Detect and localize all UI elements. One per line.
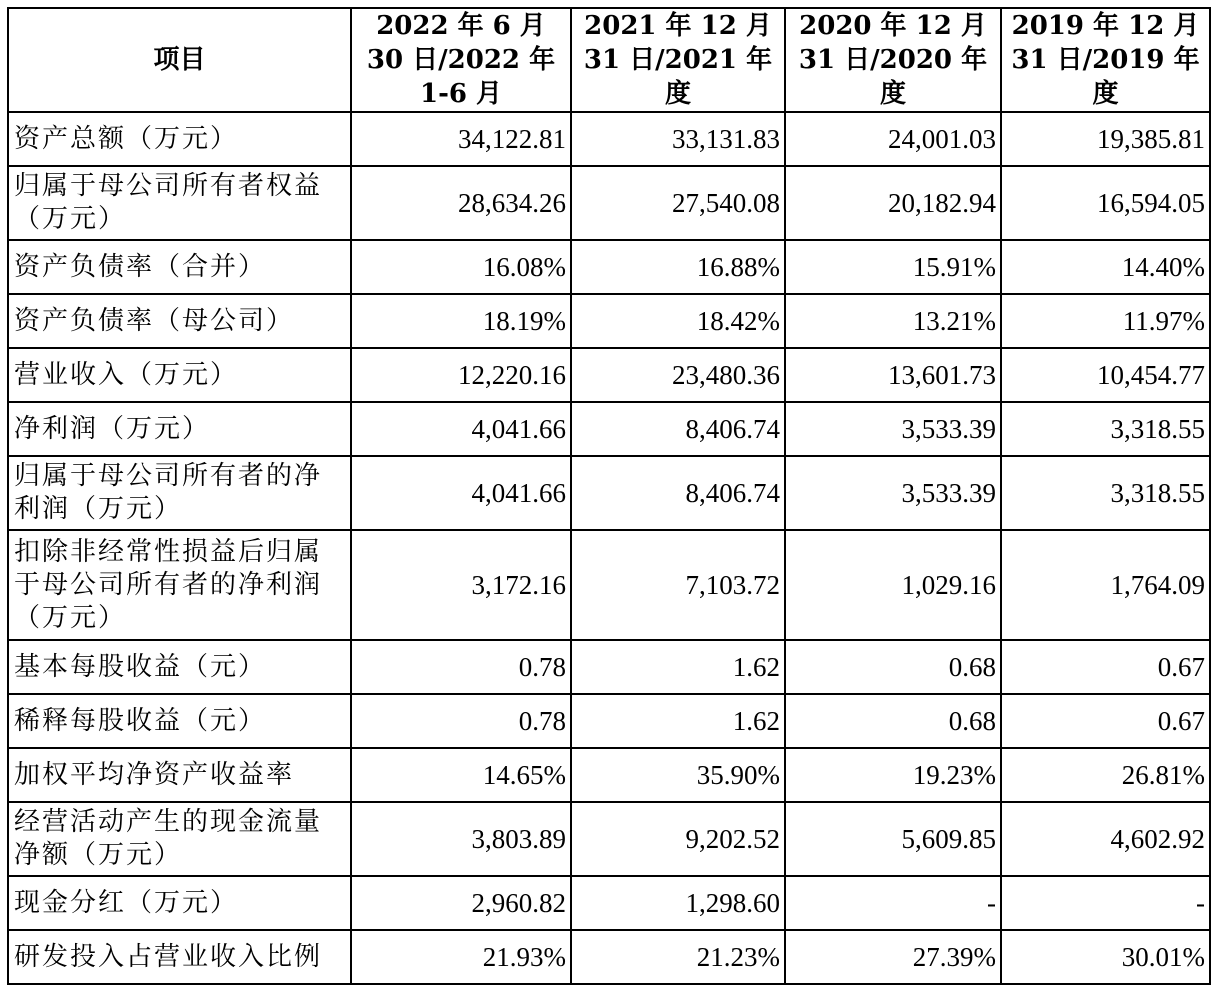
cell-value: 1,029.16 (785, 530, 1001, 640)
cell-value: 3,318.55 (1001, 456, 1210, 530)
cell-value: 27,540.08 (571, 166, 785, 240)
cell-value: 3,533.39 (785, 456, 1001, 530)
cell-value: 16,594.05 (1001, 166, 1210, 240)
cell-value: 16.08% (351, 240, 571, 294)
cell-value: 24,001.03 (785, 112, 1001, 166)
cell-value: 1.62 (571, 694, 785, 748)
cell-value: 0.68 (785, 694, 1001, 748)
header-item: 项目 (8, 8, 351, 112)
row-label: 资产总额（万元） (8, 112, 351, 166)
table-row (8, 294, 1210, 348)
table-row (8, 930, 1210, 984)
cell-value: 4,602.92 (1001, 802, 1210, 876)
row-label: 经营活动产生的现金流量净额（万元） (8, 802, 351, 876)
cell-value: 3,172.16 (351, 530, 571, 640)
table-row (8, 166, 1210, 240)
cell-value: 3,533.39 (785, 402, 1001, 456)
table-row (8, 240, 1210, 294)
cell-value: 19,385.81 (1001, 112, 1210, 166)
header-2020: 2020 年 12 月 31 日/2020 年度 (785, 8, 1001, 112)
cell-value: 30.01% (1001, 930, 1210, 984)
table-row (8, 456, 1210, 530)
table-row (8, 348, 1210, 402)
cell-value: 21.23% (571, 930, 785, 984)
cell-value: 4,041.66 (351, 456, 571, 530)
cell-value: 23,480.36 (571, 348, 785, 402)
row-label: 研发投入占营业收入比例 (8, 930, 351, 984)
table-row (8, 112, 1210, 166)
cell-value: 1,764.09 (1001, 530, 1210, 640)
cell-value: 18.19% (351, 294, 571, 348)
cell-value: 27.39% (785, 930, 1001, 984)
cell-value: 19.23% (785, 748, 1001, 802)
cell-value: 28,634.26 (351, 166, 571, 240)
cell-value: 14.65% (351, 748, 571, 802)
row-label: 现金分红（万元） (8, 876, 351, 930)
cell-value: 0.67 (1001, 694, 1210, 748)
cell-value: 0.67 (1001, 640, 1210, 694)
cell-value: 4,041.66 (351, 402, 571, 456)
cell-value: 18.42% (571, 294, 785, 348)
table-row (8, 876, 1210, 930)
cell-value: 0.78 (351, 640, 571, 694)
cell-value: 20,182.94 (785, 166, 1001, 240)
cell-value: 13,601.73 (785, 348, 1001, 402)
table-row (8, 694, 1210, 748)
header-2022-h1: 2022 年 6 月 30 日/2022 年 1-6 月 (351, 8, 571, 112)
cell-value: 10,454.77 (1001, 348, 1210, 402)
cell-value: 13.21% (785, 294, 1001, 348)
row-label: 营业收入（万元） (8, 348, 351, 402)
table-row (8, 748, 1210, 802)
cell-value: 21.93% (351, 930, 571, 984)
row-label: 加权平均净资产收益率 (8, 748, 351, 802)
row-label: 净利润（万元） (8, 402, 351, 456)
table-row (8, 802, 1210, 876)
cell-value: 26.81% (1001, 748, 1210, 802)
cell-value: 16.88% (571, 240, 785, 294)
cell-value: 34,122.81 (351, 112, 571, 166)
cell-value: 1.62 (571, 640, 785, 694)
table-row (8, 402, 1210, 456)
cell-value: - (785, 876, 1001, 930)
row-label: 扣除非经常性损益后归属于母公司所有者的净利润（万元） (8, 530, 351, 640)
cell-value: 33,131.83 (571, 112, 785, 166)
cell-value: 0.78 (351, 694, 571, 748)
table-row (8, 530, 1210, 640)
header-2019: 2019 年 12 月 31 日/2019 年度 (1001, 8, 1210, 112)
cell-value: 15.91% (785, 240, 1001, 294)
cell-value: 8,406.74 (571, 456, 785, 530)
row-label: 资产负债率（母公司） (8, 294, 351, 348)
cell-value: 8,406.74 (571, 402, 785, 456)
row-label: 基本每股收益（元） (8, 640, 351, 694)
header-2021: 2021 年 12 月 31 日/2021 年度 (571, 8, 785, 112)
cell-value: - (1001, 876, 1210, 930)
cell-value: 2,960.82 (351, 876, 571, 930)
cell-value: 11.97% (1001, 294, 1210, 348)
cell-value: 9,202.52 (571, 802, 785, 876)
cell-value: 14.40% (1001, 240, 1210, 294)
cell-value: 5,609.85 (785, 802, 1001, 876)
cell-value: 0.68 (785, 640, 1001, 694)
row-label: 资产负债率（合并） (8, 240, 351, 294)
header-row (8, 8, 1210, 112)
table-row (8, 640, 1210, 694)
cell-value: 1,298.60 (571, 876, 785, 930)
row-label: 归属于母公司所有者权益（万元） (8, 166, 351, 240)
cell-value: 3,803.89 (351, 802, 571, 876)
cell-value: 12,220.16 (351, 348, 571, 402)
cell-value: 3,318.55 (1001, 402, 1210, 456)
cell-value: 7,103.72 (571, 530, 785, 640)
row-label: 归属于母公司所有者的净利润（万元） (8, 456, 351, 530)
row-label: 稀释每股收益（元） (8, 694, 351, 748)
cell-value: 35.90% (571, 748, 785, 802)
financial-summary-table (7, 7, 1211, 985)
